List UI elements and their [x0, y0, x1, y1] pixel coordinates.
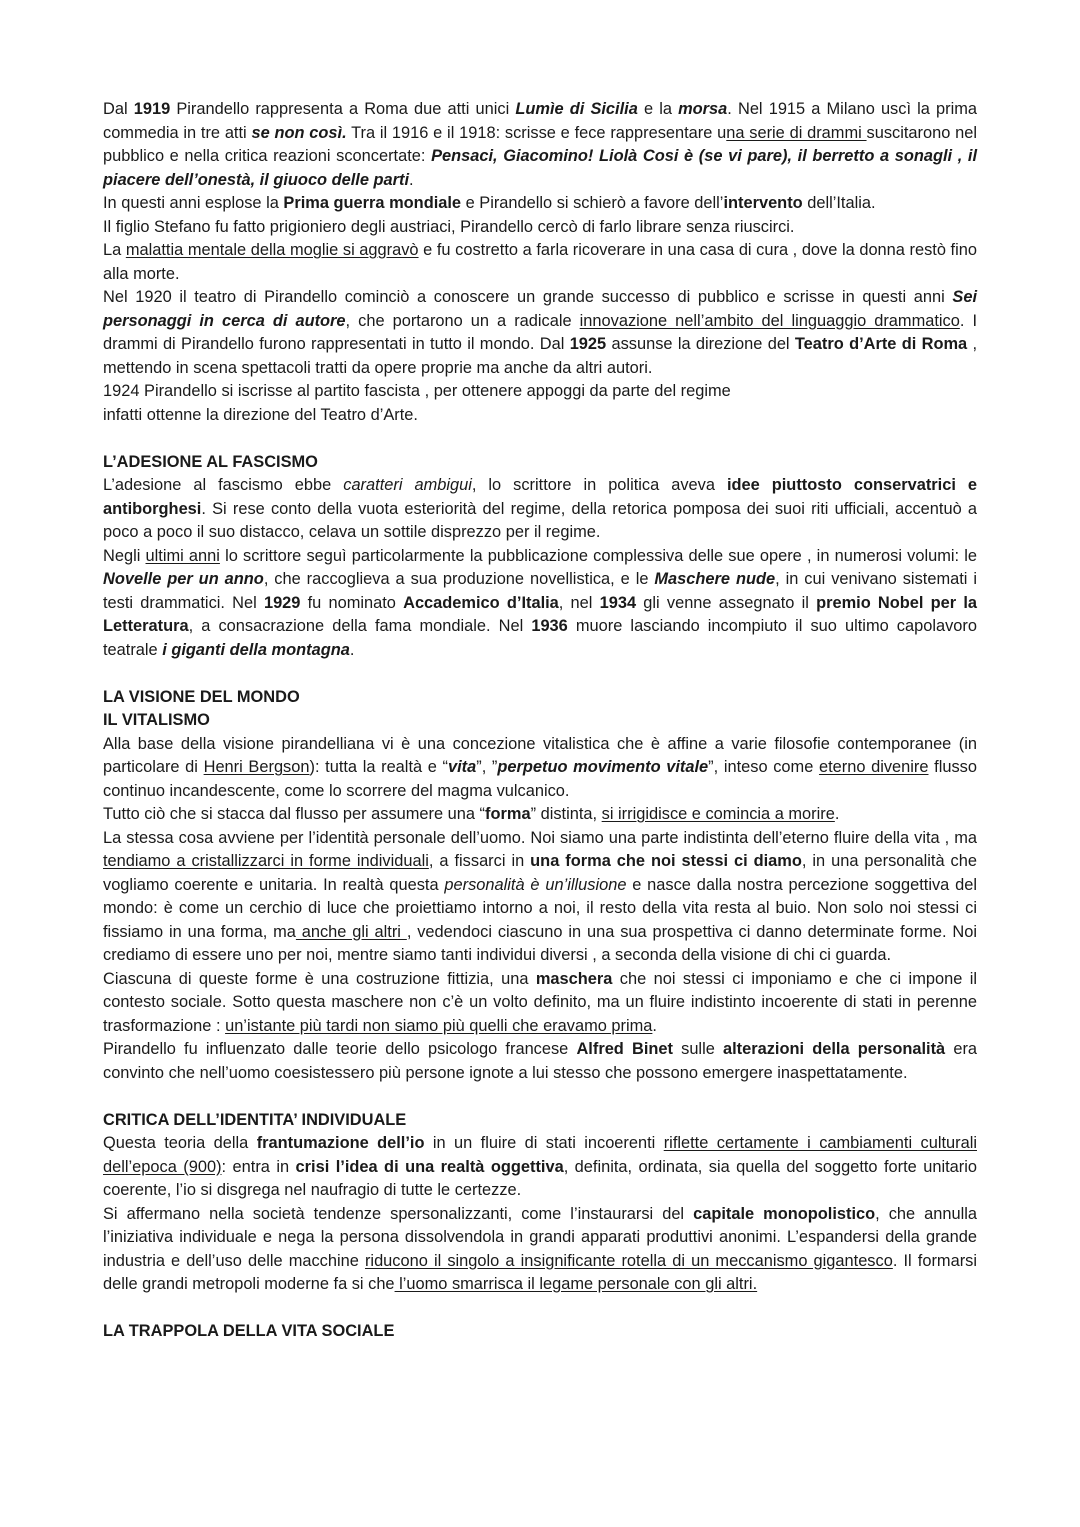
- text: ” distinta,: [530, 805, 602, 823]
- underlined-text: ultimi anni: [145, 546, 220, 565]
- bold-text: Accademico d’Italia: [403, 593, 559, 612]
- work-title: Novelle per un anno: [103, 570, 264, 588]
- underlined-text: l’uomo smarrisca il legame personale con gli altri.: [394, 1275, 758, 1293]
- text: flusso continuo incandescente, come lo scorrere del magma vulcanico.: [103, 758, 977, 800]
- text: Tra il 1916 e il 1918: scrisse e fece rappresentare u: [346, 123, 727, 142]
- text: , mettendo in scena spettacoli tratti da opere proprie ma anche da altri autori.: [103, 335, 978, 377]
- text: muore lasciando incompiuto il suo ultimo capolavoro teatrale: [103, 617, 977, 659]
- bold-text: forma: [485, 805, 531, 823]
- text: suscitarono nel pubblico e nella critica reazioni sconcertate:: [103, 123, 977, 165]
- spacer: [103, 662, 977, 686]
- text: , in cui venivano sistemati i testi drammatici. Nel: [103, 570, 977, 612]
- text: La stessa cosa avviene per l’identità personale dell’uomo. Noi siamo una parte indistinta dell’eterno fluire della vita , ma: [103, 828, 977, 847]
- bold-text: Alfred Binet: [576, 1040, 673, 1058]
- paragraph-last-years: [103, 545, 977, 663]
- text: Alla base della visione pirandelliana vi è una concezione vitalistica che è affine a varie filosofie contemporanee (in particolare di: [103, 734, 977, 776]
- text: gli venne assegnato il: [636, 593, 817, 612]
- text: ”, inteso come: [708, 758, 819, 776]
- text: e Pirandello si schierò a favore dell’: [461, 194, 724, 212]
- paragraph-maschera: [103, 968, 977, 1039]
- bold-year: 1929: [263, 593, 301, 612]
- underlined-text: innovazione nell’ambito del linguaggio drammatico: [579, 311, 960, 330]
- paragraph-vitalismo: [103, 733, 977, 804]
- paragraph-fascismo: [103, 474, 977, 545]
- text: Dal: [103, 100, 134, 118]
- text: sulle: [672, 1040, 723, 1058]
- text: . Nel 1915 a Milano uscì la prima commedia in tre atti: [103, 100, 977, 142]
- bold-text: Teatro d’Arte di Roma: [794, 335, 968, 353]
- underlined-text: tendiamo a cristallizzarci in forme individuali: [103, 852, 429, 870]
- text: era convinto che nell’uomo coesistessero più persone ignote a lui stesso che possono emergere inaspettatamente.: [103, 1040, 978, 1082]
- bold-year: 1925: [569, 335, 607, 353]
- underlined-text: riducono il singolo a insignificante rotella di un meccanismo gigantesco: [364, 1251, 893, 1270]
- text: che noi stessi ci imponiamo e che ci impone il contesto sociale. Sotto questa maschere non c’è un volto definito, ma un fluire indistinto incoerente di stati in perenne trasformazione :: [103, 969, 977, 1035]
- work-title: i giganti della montagna: [162, 640, 350, 659]
- bold-text: capitale monopolistico: [693, 1204, 876, 1223]
- text: Questa teoria della: [103, 1134, 257, 1152]
- bold-year: 1936: [531, 617, 568, 635]
- underlined-text: malattia mentale della moglie si aggravò: [125, 241, 419, 259]
- work-title: se non così.: [251, 123, 347, 142]
- bold-text: una forma che noi stessi ci diamo: [530, 852, 802, 870]
- bold-text: crisi l’idea di una realtà oggettiva: [295, 1157, 564, 1176]
- text: e fu costretto a farla ricoverare in una casa di cura , dove la donna restò fino alla morte.: [103, 241, 977, 283]
- paragraph-forma: [103, 803, 977, 827]
- text: Si affermano nella società tendenze spersonalizzanti, come l’instaurarsi del: [103, 1204, 694, 1223]
- underlined-text: anche gli altri: [295, 922, 407, 941]
- heading-critica: CRITICA DELL’IDENTITA’ INDIVIDUALE: [103, 1110, 407, 1129]
- work-titles: Pensaci, Giacomino! Liolà Cosi è (se vi pare), il berretto a sonagli , il piacere dell’onestà, il giuoco delle parti: [103, 147, 977, 189]
- bold-text: maschera: [535, 969, 613, 988]
- text: lo scrittore seguì particolarmente la pubblicazione complessiva delle sue opere , in numerosi volumi: le: [219, 546, 978, 565]
- text: .: [834, 805, 840, 823]
- text: , che raccoglieva a sua produzione novellistica, e le: [263, 570, 655, 588]
- text: in un fluire di stati incoerenti: [424, 1134, 664, 1152]
- paragraph-early-plays: [103, 98, 977, 192]
- text: Nel 1920 il teatro di Pirandello cominciò a conoscere un grande successo di pubblico e scrisse in questi anni: [103, 288, 953, 306]
- paragraph-identita: [103, 827, 977, 968]
- heading-trappola: LA TRAPPOLA DELLA VITA SOCIALE: [103, 1322, 395, 1340]
- text: , a consacrazione della fama mondiale. Nel: [188, 617, 532, 635]
- bold-year: 1934: [599, 593, 637, 612]
- bold-year: 1919: [133, 100, 171, 118]
- italic-text: caratteri ambigui: [343, 476, 472, 494]
- text: , definita, ordinata, sia quella del soggetto forte unitario coerente, l’io si disgrega nel naufragio di tutte le certezze.: [103, 1157, 977, 1199]
- text: La: [103, 241, 126, 259]
- spacer: [103, 1085, 977, 1109]
- text: assunse la direzione del: [606, 335, 795, 353]
- text: Ciascuna di queste forme è una costruzione fittizia, una: [103, 969, 536, 988]
- italic-text: personalità è un’illusione: [444, 875, 627, 894]
- text: L’adesione al fascismo ebbe: [103, 476, 344, 494]
- bold-italic-text: vita: [448, 758, 477, 776]
- text: Pirandello rappresenta a Roma due atti unici: [170, 100, 516, 118]
- text: ”, ”: [476, 758, 498, 776]
- text: dell’Italia.: [802, 194, 876, 212]
- bold-text: Prima guerra mondiale: [283, 194, 462, 212]
- text: . Il formarsi delle grandi metropoli moderne fa si che: [103, 1251, 977, 1293]
- paragraph-societa: [103, 1203, 977, 1297]
- bold-text: premio Nobel per la Letteratura: [103, 593, 978, 635]
- underlined-text: eterno divenire: [818, 758, 929, 776]
- text: , nel: [558, 593, 600, 612]
- text: , che annulla l’iniziativa individuale e nega la persona dissolvendola in grandi apparati produttivi anonimi. L’espandersi della grande industria e dell’uso delle macchine: [103, 1204, 977, 1270]
- text: Negli: [103, 546, 146, 565]
- text: Pirandello fu influenzato dalle teorie dello psicologo francese: [103, 1040, 577, 1058]
- bold-text: intervento: [723, 194, 803, 212]
- underlined-text: si irrigidisce e comincia a morire: [601, 805, 835, 823]
- underlined-text: riflette certamente i cambiamenti culturali dell’epoca (900): [103, 1134, 977, 1176]
- text: fu nominato: [300, 593, 404, 612]
- text: ): tutta la realtà e “: [309, 758, 448, 776]
- bold-italic-text: perpetuo movimento vitale: [497, 758, 709, 776]
- bold-text: frantumazione dell’io: [256, 1134, 425, 1152]
- text: . Si rese conto della vuota esteriorità del regime, della retorica pomposa dei suoi riti ufficiali, accentuò a poco a poco il suo distacco, celava un sottile disprezzo per il regime.: [103, 499, 977, 541]
- work-title: morsa: [678, 100, 728, 118]
- text: : entra in: [221, 1157, 296, 1176]
- text: .: [349, 640, 355, 659]
- paragraph-success: [103, 286, 977, 380]
- heading-visione: LA VISIONE DEL MONDO: [103, 687, 300, 706]
- text: , che portarono un a radicale: [345, 311, 580, 330]
- text: e nasce dalla nostra percezione soggettiva del mondo: è come un cerchio di luce che proiettiamo intorno a noi, il resto della vita resta al buio. Non solo noi stessi ci fissiamo in una forma, ma: [103, 875, 977, 941]
- paragraph-son: Il figlio Stefano fu fatto prigioniero degli austriaci, Pirandello cercò di farlo librare senza riuscirci.: [103, 217, 795, 236]
- work-title: Sei personaggi in cerca di autore: [103, 288, 977, 330]
- text: , lo scrittore in politica aveva: [471, 476, 727, 494]
- spacer: [103, 1297, 977, 1321]
- underlined-text: Henri Bergson: [203, 758, 310, 776]
- text: In questi anni esplose la: [103, 194, 284, 212]
- text: Tutto ciò che si stacca dal flusso per assumere una “: [103, 805, 486, 823]
- underlined-text: na serie di drammi: [726, 123, 867, 142]
- bold-text: alterazioni della personalità: [723, 1040, 946, 1058]
- text: , a fissarci in: [428, 852, 531, 870]
- paragraph-binet: [103, 1038, 977, 1085]
- heading-vitalismo: IL VITALISMO: [103, 711, 210, 729]
- text: . I drammi di Pirandello furono rappresentati in tutto il mondo. Dal: [103, 311, 978, 353]
- paragraph-wife: [103, 239, 977, 286]
- spacer: [103, 427, 977, 451]
- text: , in una personalità che vogliamo coerente e unitaria. In realtà questa: [103, 852, 977, 894]
- text: e la: [637, 100, 679, 118]
- paragraph-frantumazione: [103, 1132, 977, 1203]
- text: .: [652, 1016, 657, 1035]
- paragraph-theatre: infatti ottenne la direzione del Teatro d’Arte.: [103, 405, 418, 424]
- text: , vedendoci ciascuno in una sua prospettiva ci danno determinate forme. Noi crediamo di essere uno per noi, mentre siamo tanti individui diversi , a seconda della visione di chi ci guarda.: [103, 922, 977, 964]
- text: .: [409, 170, 414, 189]
- bold-text: idee piuttosto conservatrici e antiborghesi: [103, 476, 977, 518]
- heading-fascismo: L’ADESIONE AL FASCISMO: [103, 452, 318, 471]
- work-title: Lumìe di Sicilia: [515, 100, 638, 118]
- underlined-text: un’istante più tardi non siamo più quelli che eravamo prima: [225, 1016, 653, 1035]
- paragraph-party: 1924 Pirandello si iscrisse al partito fascista , per ottenere appoggi da parte del regime: [103, 382, 731, 400]
- paragraph-war: [103, 192, 977, 216]
- work-title: Maschere nude: [654, 570, 776, 588]
